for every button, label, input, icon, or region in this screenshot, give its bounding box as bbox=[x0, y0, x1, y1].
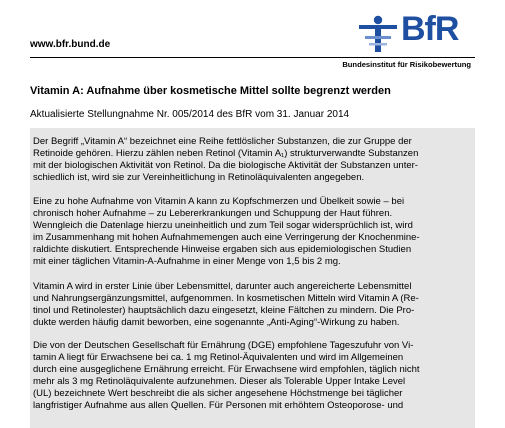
paragraph-3: Vitamin A wird in erster Linie über Lebensmittel, darunter auch angereicherte Lebensmittel und Nahrungsergänzungsmittel, aufgenommen. In kosmetischen Mitteln wird Vitamin A (Re- tinol und Retinolester) hauptsächlich dazu eingesetzt, kleine Fältchen zu mindern. Die Pro- dukte werden häufig damit beworben, eine sogenannte „Anti-Aging“-Wirkung zu haben. bbox=[33, 281, 419, 328]
site-url[interactable]: www.bfr.bund.de bbox=[30, 39, 111, 50]
document-subtitle: Aktualisierte Stellungnahme Nr. 005/2014 des BfR vom 31. Januar 2014 bbox=[30, 109, 350, 120]
document-title: Vitamin A: Aufnahme über kosmetische Mittel sollte begrenzt werden bbox=[30, 85, 391, 97]
logo-wordmark: BfR bbox=[401, 10, 459, 48]
header-divider bbox=[30, 57, 475, 58]
paragraph-1: Der Begriff „Vitamin A“ bezeichnet eine Reihe fettlöslicher Substanzen, die zur Gruppe der Retinoide gehören. Hierzu zählen neben Retinol (Vitamin A₁) strukturverwandte Substanzen mit der biologischen Aktivität von Retinol. Da die biologische Aktivität der Substanzen unter- schiedlich ist, wird sie zur Vereinheitlichung in Retinoläquivalenten angegeben. bbox=[33, 136, 419, 183]
institute-name: Bundesinstitut für Risikobewertung bbox=[342, 60, 471, 69]
paragraph-2: Eine zu hohe Aufnahme von Vitamin A kann zu Kopfschmerzen und Übelkeit sowie – bei chronisch hoher Aufnahme – zu Lebererkrankungen und Schuppung der Haut führen. Wenngleich die Datenlage hierzu uneinheitlich und zum Teil sogar widersprüchlich ist, wird im Zusammenhang mit hohen Aufnahmemengen auch eine Verringerung der Knochenmine- raldichte diskutiert. Entsprechende Hinweise ergaben sich aus epidemiologischen Studien mit einer täglichen Vitamin-A-Aufnahme in einer Menge von 1,5 bis 2 mg. bbox=[33, 196, 420, 267]
paragraph-4: Die von der Deutschen Gesellschaft für Ernährung (DGE) empfohlene Tageszufuhr von Vi- tamin A liegt für Erwachsene bei ca. 1 mg Retinol-Äquivalenten und wird im Allgemeinen durch eine ausgeglichene Ernährung erreicht. Für Erwachsene wird empfohlen, täglich nicht mehr als 3 mg Retinoläquivalente aufzunehmen. Dieser als Tolerable Upper Intake Level (UL) bezeichnete Wert beschreibt die als sicher angesehene Höchstmenge bei täglicher langfristiger Aufnahme aus allen Quellen. Für Personen mit erhöhtem Osteoporose- und bbox=[33, 340, 420, 411]
